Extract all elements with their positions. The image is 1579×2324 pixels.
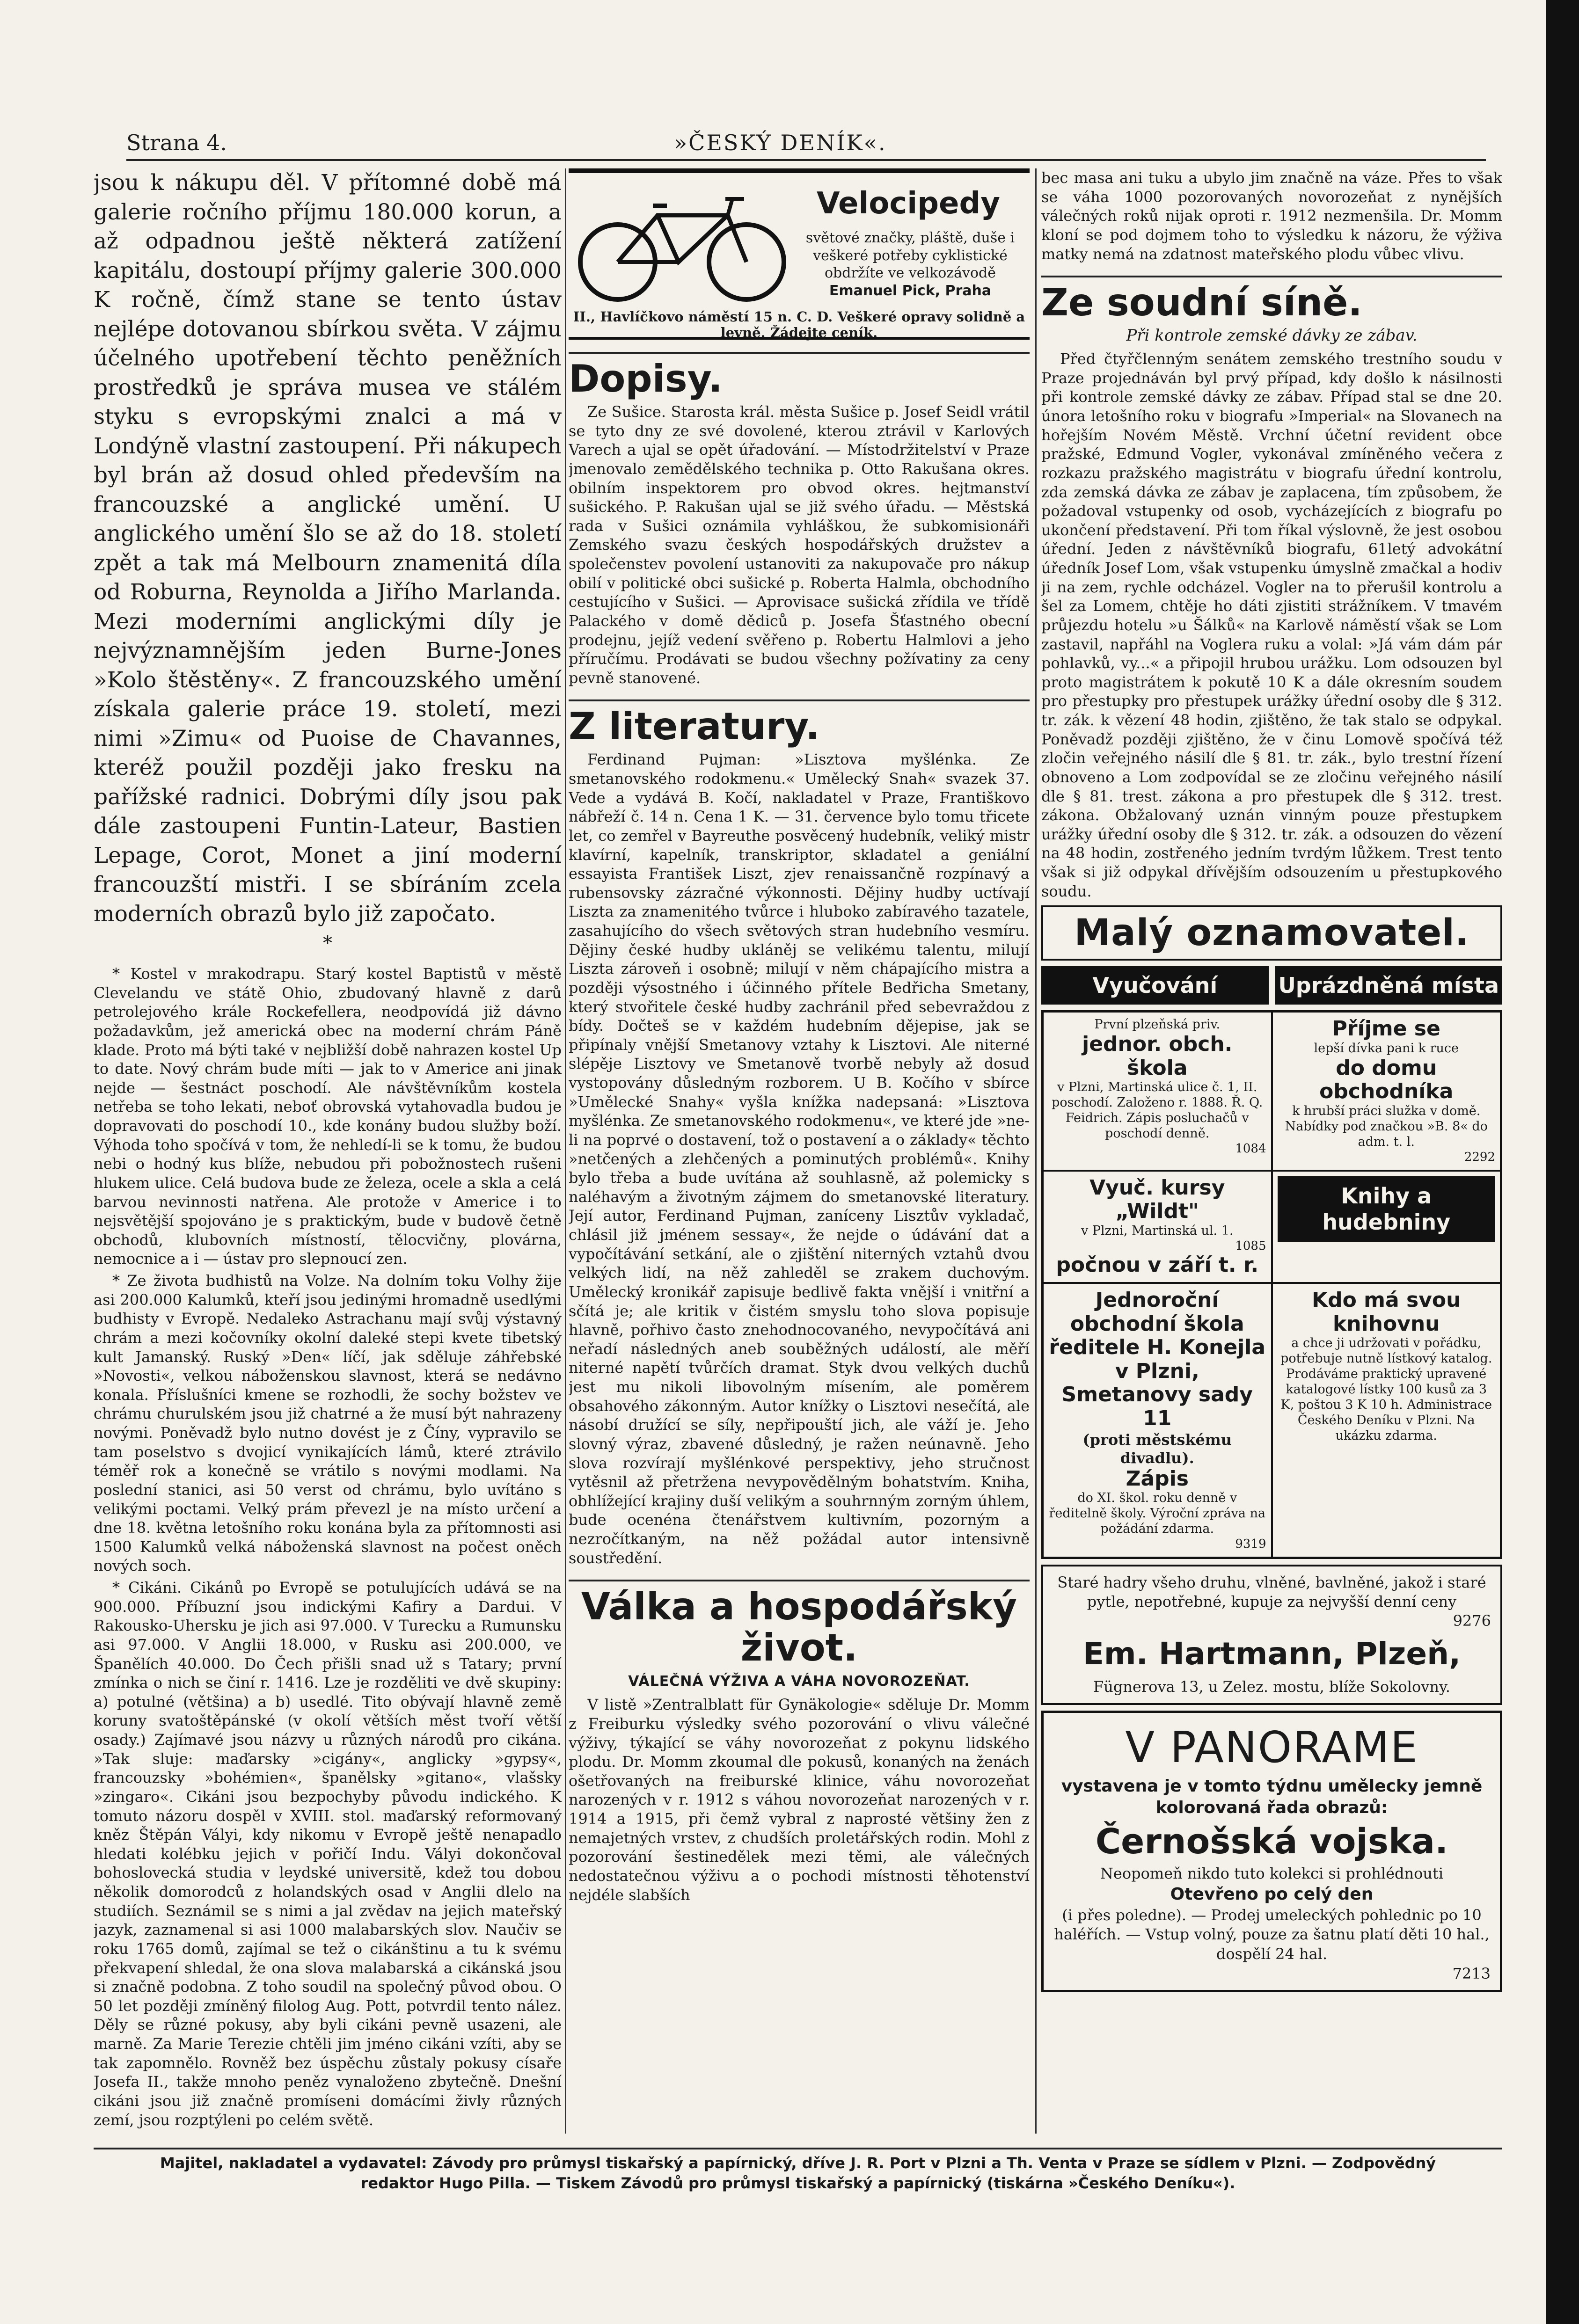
ad-hartmann-ref: 9276 <box>1453 1611 1491 1630</box>
column-left <box>94 168 562 2134</box>
ad-hartmann-address: Fügnerova 13, u Zelez. mostu, blíže Sokolovny. <box>1093 1678 1450 1696</box>
ad-kursy-wildt-body: v Plzni, Martinská ul. 1. <box>1081 1223 1234 1238</box>
imprint-line-1: Majitel, nakladatel a vydavatel: Závody pro průmysl tiskařský a papírnický, dříve J. R. Port v Plzni a Th. Venta v Praze se sídlem v Plzni. — Zodpovědný <box>160 2154 1436 2172</box>
ad-velocipedy-body: světové značky, pláště, duše i veškeré potřeby cyklistické obdržíte ve velkozávodě <box>805 230 1015 281</box>
bicycle-icon <box>573 187 793 304</box>
ad-konejl-skola-ref: 9319 <box>1235 1537 1266 1551</box>
column-middle <box>569 168 1030 2134</box>
ad-knihy-tag-cell <box>1272 1171 1501 1283</box>
section-soud-body: Před čtyřčlenným senátem zemského trestního soudu v Praze projednáván byl prvý případ, kdy došlo k násilnosti při kontrole zemské dávky ze zábav. Případ stal se dne 20. února letošního roku v biografu »Imperial« na Slovanech na hořejším Novém Městě. Vrchní účetní revident obce pražské, Edmund Vogler, vykonával zmíněného večera z rozkazu pražského magistrátu v biografu úřední kontrolu, zda zemská dávka ze zábav je zaplacena, tím způsobem, že požadoval vstupenky od osob, vycházejících z biografu po ukončení představení. Při tom říkal výslovně, že jest osobou úřední. Jeden z návštěvníků biografu, 61letý advokátní úředník Josef Lom, však vstupenku úmyslně zmačkal a hodiv ji na zem, rychle odcházel. Vogler na to přerušil kontrolu a šel za Lomem, chtěje ho dáti zjistiti strážníkem. V tmavém průjezdu hotelu »u Šálků« na Karlově náměstí však se Lom zastavil, napřáhl na Voglera ruku a volal: »Já vám dám pár pohlavků, vy...« a připojil hrubou urážku. Lom odsouzen byl proto magistrátem k pokutě 10 K a dále okresním soudem pro přestupky pro přestupek urážky úřední osoby dle § 312. tr. zák. k vězení 48 hodin, zjištěno, že tak stalo se odpykal. Poněvadž později zjištěno, že v činu Lomově spočívá též zločin veřejného násilí dle § 81. tr. zák., bylo trestní řízení obnoveno a Lom zodpovídal se ze zločinu veřejného násilí dle § 81. trest. zákona a pro přestupek dle § 312. trest. zákona. Obžalovaný uznán vinným pouze přestupkem urážky úřední osoby dle § 312. tr. zák. a odsouzen do vězení na 48 hodin, zostřeného jedním tvrdým lůžkem. Trest tento však si již odpykal dřívějším odsouzením u přestupkového soudu. <box>1041 350 1502 900</box>
ad-kursy-wildt-ref: 1085 <box>1235 1238 1266 1253</box>
ad-prijme-se-sub: lepší dívka pani k ruce <box>1314 1041 1459 1056</box>
ad-panorama-feature: Černošská vojska. <box>1095 1821 1448 1862</box>
section-valka-heading: Válka a hospodářský život. <box>569 1580 1030 1668</box>
column-rule <box>1035 168 1037 2134</box>
ad-kursy-wildt-date: počnou v září t. r. <box>1056 1253 1259 1277</box>
category-knihy-hudebniny: Knihy a hudebniny <box>1278 1176 1496 1242</box>
category-vyucovani: Vyučování <box>1041 966 1269 1005</box>
ad-konejl-skola <box>1043 1283 1272 1558</box>
classified-ads-grid <box>1041 1010 1502 1559</box>
ad-panorama-intro: vystavena je v tomto týdnu umělecky jemně kolorovaná řada obrazů: <box>1061 1776 1483 1818</box>
ad-panorama-ref: 7213 <box>1452 1964 1491 1982</box>
section-soud-heading: Ze soudní síně. <box>1041 276 1502 323</box>
ad-obchodni-skola-ref: 1084 <box>1235 1142 1266 1156</box>
ad-konejl-skola-sub: (proti městskému divadlu). <box>1082 1430 1232 1467</box>
ad-panorama-note: Neopomeň nikdo tuto kolekci si prohlédnouti <box>1100 1865 1444 1883</box>
section-dopisy-body: Ze Sušice. Starosta král. města Sušice p. Josef Seidl vrátil se tyto dny ze své dovolené, kterou ztrávil v Karlových Varech a ujal se opět úřadování. — Místodržitelství v Praze jmenovalo zemědělského technika p. Otto Rakušana okres. obilním inspektorem pro obvod okres. hejtmanství sušického. P. Rakušan ujal se již svého úřadu. — Městská rada v Sušici oznámila vyhláškou, že subkomisionáři Zemského svazu českých hospodářských družstev a společenstev povolení ustanoviti za nakupovače pro nákup obilí v politické obci sušické p. Roberta Halmla, obchodního cestujícího v Sušici. — Aprovisace sušická zřídila ve třídě Palackého v domě dědiců p. Josefa Šťastného obecní prodejnu, jejíž vedení svěřeno p. Robertu Halmlovi a jeho příručímu. Prodávati se budou všechny požívatiny za ceny pevně stanovené. <box>569 403 1030 687</box>
ad-kursy-wildt-title: Vyuč. kursy „Wildt" <box>1089 1175 1225 1224</box>
masthead-title: »ČESKÝ DENÍK«. <box>674 130 887 155</box>
ad-prijme-se-ref: 2292 <box>1464 1150 1495 1164</box>
ad-hartmann-body: Staré hadry všeho druhu, vlněné, bavlněné, jakož i staré pytle, nepotřebné, kupuje za nejvyšší denní ceny <box>1057 1573 1486 1610</box>
article-valka-continued: bec masa ani tuku a ubylo jim značně na váze. Přes to však se váha 1000 pozorovaných novorozeňat z nynějších válečných roků nijak oproti r. 1912 nezmenšila. Dr. Momm kloní se pod dojmem toho to výsledku k názoru, že výživa matky nemá na zdatnost mateřského plodu vůbec vlivu. <box>1041 169 1502 263</box>
ad-prijme-se <box>1272 1012 1501 1170</box>
imprint-line-2: redaktor Hugo Pilla. — Tiskem Závodů pro průmysl tiskařský a papírnický (tiskárna »Českého Deníku«). <box>360 2174 1235 2193</box>
page-footer-imprint <box>94 2148 1502 2193</box>
page-header <box>126 126 1486 161</box>
ad-velocipedy-company: Emanuel Pick, Praha <box>829 282 992 299</box>
ad-konejl-skola-zapis: Zápis <box>1126 1466 1189 1491</box>
ad-velocipedy <box>569 168 1030 340</box>
section-soud-subheading: Při kontrole zemské dávky ze zábav. <box>1126 326 1418 345</box>
ad-obchodni-skola-title: jednor. obch. škola <box>1082 1032 1233 1080</box>
article-kostel: * Kostel v mrakodrapu. Starý kostel Baptistů v městě Clevelandu ve státě Ohio, zbudovaný hlavně z darů petrolejového krále Rockefellera, neodpovídá již dávno požadavkům, jež americká obec na moderní chrám Páně klade. Proto má býti také v nejbližší době nahrazen kostel Up to date. Nový chrám bude míti — jak to v Americe ani jinak nejde — šestnáct poschodí. Ale návštěvníkům kostela netřeba se toho lekati, neboť obrovská vytahovadla budou je dopravovati do poschodí 10., kde konány budou služby boží. Výhoda toho spočívá v tom, že nehledí-li se k tomu, že budou nebi o hodný kus blíže, nebudou při pobožnostech rušeni hlukem ulice. Celá budova bude ze železa, ocele a skla a celá barvou nevinnosti natřena. Ale protože v Americe i to nejsvětější spojováno je s praktickým, bude v budově četně obchodů, klubovních místností, tělocvičny, plovárna, nemocnice a i — ústav pro slepnoucí zen. <box>94 965 562 1268</box>
section-valka-subheading: VÁLEČNÁ VÝŽIVA A VÁHA NOVOROZEŇAT. <box>628 1673 970 1690</box>
page-number: Strana 4. <box>126 130 227 155</box>
ad-hartmann-name: Em. Hartmann, Plzeň, <box>1082 1635 1461 1672</box>
ad-obchodni-skola <box>1043 1012 1272 1170</box>
section-dopisy-heading: Dopisy. <box>569 352 1030 400</box>
ad-knihovna-title: Kdo má svou knihovnu <box>1312 1288 1461 1336</box>
column-right <box>1041 168 1502 2134</box>
scan-edge <box>1546 0 1579 2324</box>
ad-konejl-skola-title: Jednoroční obchodní škola ředitele H. Konejla v Plzni, Smetanovy sady 11 <box>1049 1288 1266 1430</box>
ad-prijme-se-title2: do domu obchodníka <box>1319 1056 1454 1104</box>
ad-obchodni-skola-top: První plzeňská priv. <box>1094 1017 1221 1032</box>
ad-panorama <box>1041 1711 1502 1992</box>
section-literatura-body: Ferdinand Pujman: »Lisztova myšlénka. Ze smetanovského rodokmenu.« Umělecký Snah« svazek 37. Vede a vydává B. Kočí, nakladatel v Praze, Františkovo nábřeží č. 14 n. Cena 1 K. — 31. července bylo tomu třicete let, co zemřel v Bayreuthe posvěcený hudebník, veliký mistr klavírní, kapelník, transkriptor, skladatel a geniální essayista František Liszt, zjev renaissančně rozpínavý a rubensovsky zázračné výkonnosti. Dějiny hudby uctívají Liszta za znamenitého tvůrce i hluboko zabíravého tazatele, zasahujícího do všech světových stran hudebního vesmíru. Dějiny české hudby ukláněj se velikému talentu, milují Liszta zároveň i osobně; milují v něm chápajícího mistra a později výsostného i účinného přítele Bedřicha Smetany, který stvořitele české hudby zachránil před sebevraždou z bídy. Dočteš se v každém hudebním dějepise, jak se připínaly vnější Smetanovy vztahy k Lisztovi. Ale niterné slépěje Lisztovy ve Smetanově tvorbě nebyly až dosud vystopovány důsledným rozborem. U B. Kočího v sbírce »Umělecké Snahy« vyšla knížka nadepsaná: »Lisztova myšlénka. Ze smetanovského rodokmenu«, ve které jde »ne-li na poprvé o dostavení, tož o postavení a o základy« těchto »netčených a zlehčených a pominutých problémů«. Knihy bylo třeba a bude uvítána až souhlasně, až polemicky s naléhavým a životným zájmem do smetanovské literatury. Její autor, Ferdinand Pujman, zaníceny Lisztův vykladač, chlásil již jménem sessay«, že nejde o údávání dat a vypočítávání setkání, ale o zjištění niterných vztahů dvou velkých lidí, na něž zahleděl se zrakem duchovým. Umělecký kronikář zapisuje bedlivě fakta vnější i vnitřní a sčítá je; ale kritik v čistém smyslu toho slova popisuje hlavně, pořhivo často znehodnocovaného, nevypočítává ani neřadí následných aneb souběžných událostí, ale měří niterné napětí tvůrčích dramat. Styk dvou velkých duchů jest mu nikoli libovolným mísením, ale poměrem obsahového zákonným. Autor knížky o Lisztovi nesečítá, ale násobí družící se síly, nepřipouští jich, ale váží je. Jeho slovný výraz, zbavené důsledný, je ražen neúnavně. Jeho slova rozvírají myšlénkové perspektivy, jeho stručnost vytěsnil až přetržena nevypovědělným bohatstvím. Kniha, obhlížející krajiny duší velikým a souhrnným zorným úhlem, bude ocenéna čtenářstvem kultivním, pozorným a nezročítkaným, na něž požádal autor intensivně soustředění. <box>569 750 1030 1567</box>
ad-prijme-se-title: Příjme se <box>1332 1017 1440 1041</box>
ad-velocipedy-brand: Velocipedy <box>817 186 1000 221</box>
ad-prijme-se-body: k hrubší práci služka v domě. Nabídky pod značkou »B. 8« do adm. t. l. <box>1285 1103 1488 1149</box>
article-cikani: * Cikáni. Cikánů po Evropě se potulujících udává se na 900.000. Příbuzní jsou indickými Kafiry a Dardui. V Rakousko-Uhersku je jich asi 97.000. V Turecku a Rumunsku asi 97.000. V Anglii 18.000, v Rusku asi 200.000, ve Španělích 40.000. Do Čech přišli snad už s Tatary; první zmínka o nich se činí r. 1416. Lze je rozděliti ve dvě skupiny: a) potulné (většina) a b) usedlé. Tito obývají hlavně země koruny svatoštěpánské (v okolí větších měst tvoří větší osady.) Zajímavé jsou názvy u různých národů pro cikána. »Tak sluje: maďarsky »cigány«, anglicky »gypsy«, francouzsky »bohémien«, španělsky »gitano«, vlašsky »zingaro«. Cikáni jsou bezpochyby původu indického. K tomuto názoru dospěl v XVIII. stol. maďarský reformovaný kněz Štěpán Vályi, kdy nikomu v Evropě ještě nenapadlo hledati kolébku jejich v pořičí Indu. Vályi dokončoval bohoslovecká studia v leydské universitě, kdež tou dobou několik domorodců z holandských osad v Anglii dlelo na studiích. Seznámil se s nimi a jal zvědav na jejich mateřský jazyk, zaznamenal si asi 1000 malabarských slov. Naučiv se roku 1765 domů, zajímal se tež o cikánštinu a tu k svému překvapení shledal, že ona slova malabarská a cikánská jsou si značně podobna. Z toho soudil na společný původ obou. O 50 let později zmíněný filolog Aug. Pott, potvrdil tento nález. Děly se různé pokusy, aby byli cikáni pevně usazeni, ale marně. Za Marie Terezie chtěli jim jméno cikáni vzíti, aby se tak zapomnělo. Rovněž bez úspěchu zůstaly pokusy císaře Josefa II., takže mnoho peněz vynaloženo zbytečně. Dnešní cikáni jsou již značně promíseni domácími živly různých zemí, jsou rozptýleni po celém světě. <box>94 1579 562 2129</box>
classifieds-categories <box>1041 966 1502 1005</box>
ad-obchodni-skola-body: v Plzni, Martinská ulice č. 1, II. poschodí. Založeno r. 1888. Ř. Q. Feidrich. Zápis posluchačů v poschodí denně. <box>1052 1080 1263 1141</box>
ad-knihovna <box>1272 1283 1501 1558</box>
ad-kursy-wildt <box>1043 1171 1272 1283</box>
classifieds-title: Malý oznamovatel. <box>1074 912 1469 954</box>
category-uprazdnena-mista: Uprázdněná místa <box>1275 966 1503 1005</box>
ad-velocipedy-address: II., Havlíčkovo náměstí 15 n. C. D. Veškeré opravy solidně a levně. Žádejte ceník. <box>573 309 1025 341</box>
section-literatura-heading: Z literatury. <box>569 699 1030 747</box>
column-rule <box>565 168 566 2134</box>
ad-konejl-skola-body: do XI. škol. roku denně v ředitelně školy. Výroční zpráva na požádání zdarma. <box>1049 1491 1266 1537</box>
ad-velocipedy-text <box>793 229 1027 299</box>
ad-hartmann <box>1041 1565 1502 1705</box>
article-melbourne-gallery: jsou k nákupu děl. V přítomné době má galerie ročního příjmu 180.000 korun, a až odpadnou ještě některá zatížení kapitálu, dostoupí příjmy galerie 300.000 K ročně, čímž stane se tento ústav nejlépe dotovanou sbírkou světa. V zájmu účelného upotřebení těchto peněžních prostředků je správa musea ve stálém styku s evropskými znalci a má v Londýně vlastní zastoupení. Při nákupech byl brán až dosud ohled především na francouzské a anglické umění. U anglického umění šlo se až do 18. století zpět a tak má Melbourn znamenitá díla od Roburna, Reynolda a Jiřího Marlanda. Mezi moderními anglickými díly je nejvýznamnějším jeden Burne-Jones »Kolo štěstěny«. Z francouzského umění získala galerie práce 19. století, mezi nimi »Zimu« od Puoise de Chavannes, kteréž použil později jako fresku na pařížské radnici. Dobrými díly jsou pak dále zastoupeni Funtin-Lateur, Bastien Lepage, Corot, Monet a jiní moderní francouzští mistři. I se sbíráním zcela moderních obrazů bylo již započato. <box>94 170 562 927</box>
article-budhiste: * Ze života budhistů na Volze. Na dolním toku Volhy žije asi 200.000 Kalumků, kteří jsou jedinými hromadně usedlými budhisty v Evropě. Nedaleko Astrachanu mají svůj výstavný chrám a mezi kočovníky okolní daleké stepi kvete tibetský kult Jamanský. Ruský »Den« líčí, jak sděluje záhřebské »Novosti«, velkou náboženskou slavnost, která se nedávno konala. Příslušníci kmene se rozhodli, že sochy božstev ve chrámu churulském jsou již chatrné a že musí být nahrazeny novými. Poněvadž bylo nutno dovést je z Číny, vypravilo se tam poselstvo s dvojicí vynikajících lámů, které ztrávilo téměř rok a konečně se vrátilo s novými modlami. Na poslední stanici, asi 50 verst od chrámu, bylo uvítáno s velikými poctami. Velký prám převezl je na místo určení a dne 18. května letošního roku konána byla za přítomnosti asi 1500 Kalumků velká náboženská slavnost na počest oněch nových soch. <box>94 1272 562 1575</box>
ad-knihovna-body: a chce ji udržovati v pořádku, potřebuje nutně lístkový katalog. Prodáváme praktický upravené katalogové lístky 100 kusů za 3 K, poštou 3 K 10 h. Administrace Českého Deníku v Plzni. Na ukázku zdarma. <box>1280 1336 1492 1443</box>
separator-star: * <box>323 933 332 954</box>
classifieds-banner <box>1041 905 1502 961</box>
ad-panorama-title: V PANORAME <box>1125 1722 1418 1772</box>
ad-panorama-open: Otevřeno po celý den <box>1170 1884 1374 1904</box>
ad-panorama-details: (i přes poledne). — Prodej umeleckých pohlednic po 10 haléřích. — Vstup volný, pouze za šatnu platí děti 10 hal., dospělí 24 hal. <box>1054 1906 1490 1963</box>
section-valka-body: V listě »Zentralblatt für Gynäkologie« sděluje Dr. Momm z Freiburku výsledky svého pozorování o vlivu válečné výživy, týkající se váhy novorozeňat z pokynu lidského plodu. Dr. Momm zkoumal dle pokusů, konaných na ženách ošetřovaných na freiburské klinice, váhu novorozeňat narozených v r. 1912 s váhou novorozeňat narozených v r. 1914 a 1915, při čemž vybral z naprosté většiny žen z nemajetných vrstev, z chudších proletářských rodin. Mohl z pozorování šestinedělek mezi těmi, ale válečných nedostatečnou výživu a o pochodi místnosti těhotenství nejdéle slabších <box>569 1696 1030 1904</box>
